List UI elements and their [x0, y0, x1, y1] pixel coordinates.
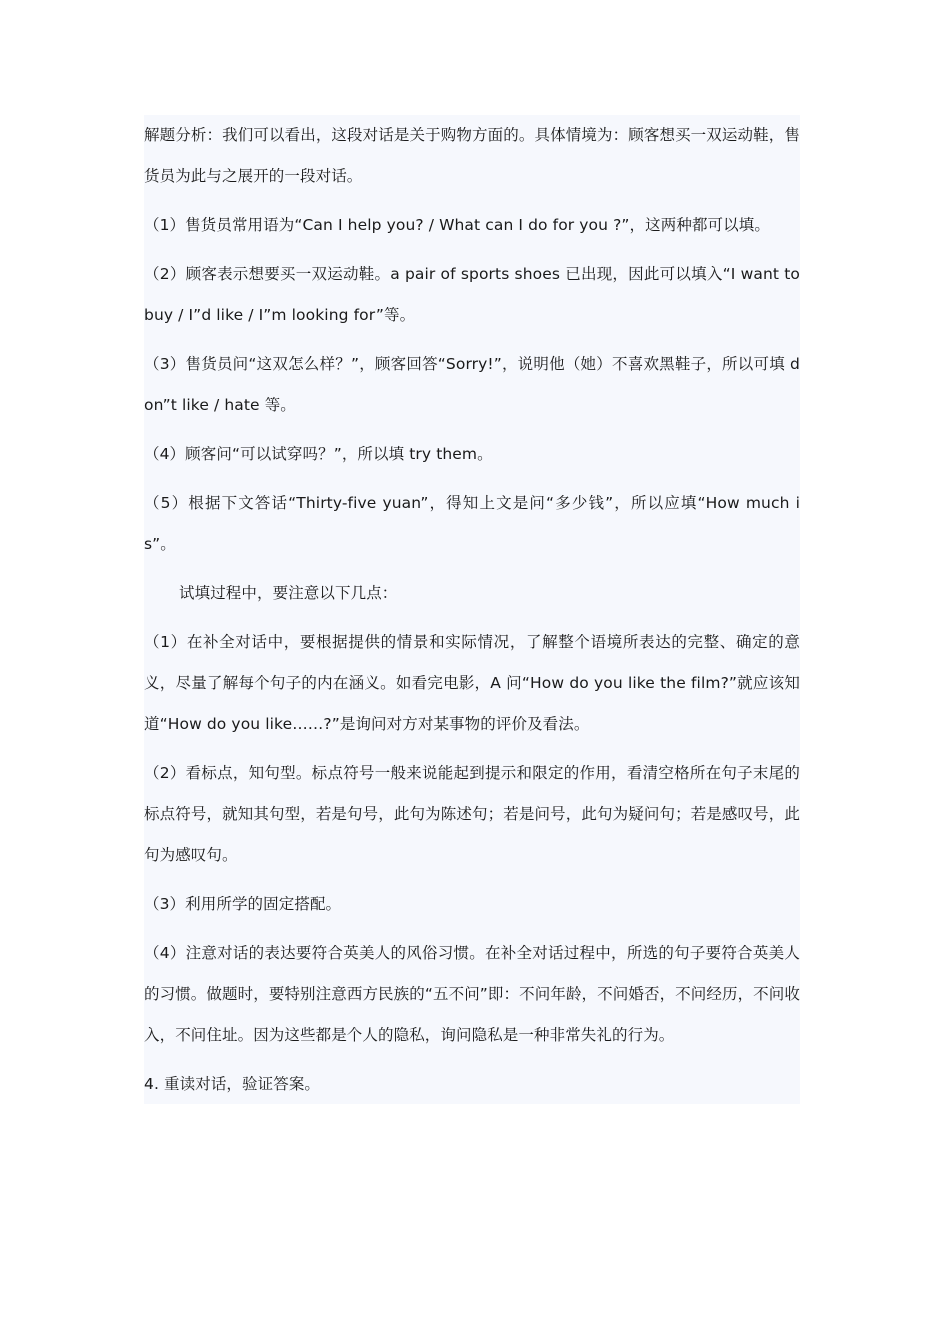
paragraph-tip-3: （3）利用所学的固定搭配。 — [144, 895, 342, 913]
paragraph-tip-1: （1）在补全对话中，要根据提供的情景和实际情况，了解整个语境所表达的完整、确定的意义，尽量了解每个句子的内在涵义。如看完电影，A 问“How do you like the film?”就应该知道“How do you like……?”是询问对方对某事物的评价及看法。 — [144, 633, 800, 733]
paragraph-tips-intro: 试填过程中，要注意以下几点： — [179, 584, 398, 602]
paragraph-tip-2: （2）看标点，知句型。标点符号一般来说能起到提示和限定的作用，看清空格所在句子末尾的标点符号，就知其句型，若是句号，此句为陈述句；若是问号，此句为疑问句；若是感叹号，此句为感叹句。 — [144, 764, 800, 864]
paragraph-tip-4: （4）注意对话的表达要符合英美人的风俗习惯。在补全对话过程中，所选的句子要符合英美人的习惯。做题时，要特别注意西方民族的“五不问”即：不问年龄，不问婚否，不问经历，不问收入，不问住址。因为这些都是个人的隐私，询问隐私是一种非常失礼的行为。 — [144, 944, 800, 1044]
paragraph-analysis: 解题分析：我们可以看出，这段对话是关于购物方面的。具体情境为：顾客想买一双运动鞋，售货员为此与之展开的一段对话。 — [144, 126, 800, 185]
paragraph-item-2: （2）顾客表示想要买一双运动鞋。a pair of sports shoes 已出现，因此可以填入“I want to buy / I”d like / I”m looking for”等。 — [144, 265, 800, 324]
paragraph-item-4: （4）顾客问“可以试穿吗？”，所以填 try them。 — [144, 445, 493, 463]
paragraph-item-5: （5）根据下文答话“Thirty-five yuan”，得知上文是问“多少钱”，所以应填“How much is”。 — [144, 494, 800, 553]
document-body — [144, 115, 800, 1104]
paragraph-item-3: （3）售货员问“这双怎么样？”，顾客回答“Sorry!”，说明他（她）不喜欢黑鞋子，所以可填 don”t like / hate 等。 — [144, 355, 800, 414]
paragraph-item-1: （1）售货员常用语为“Can I help you? / What can I do for you ?”，这两种都可以填。 — [144, 216, 770, 234]
paragraph-step-4: 4. 重读对话，验证答案。 — [144, 1075, 321, 1093]
